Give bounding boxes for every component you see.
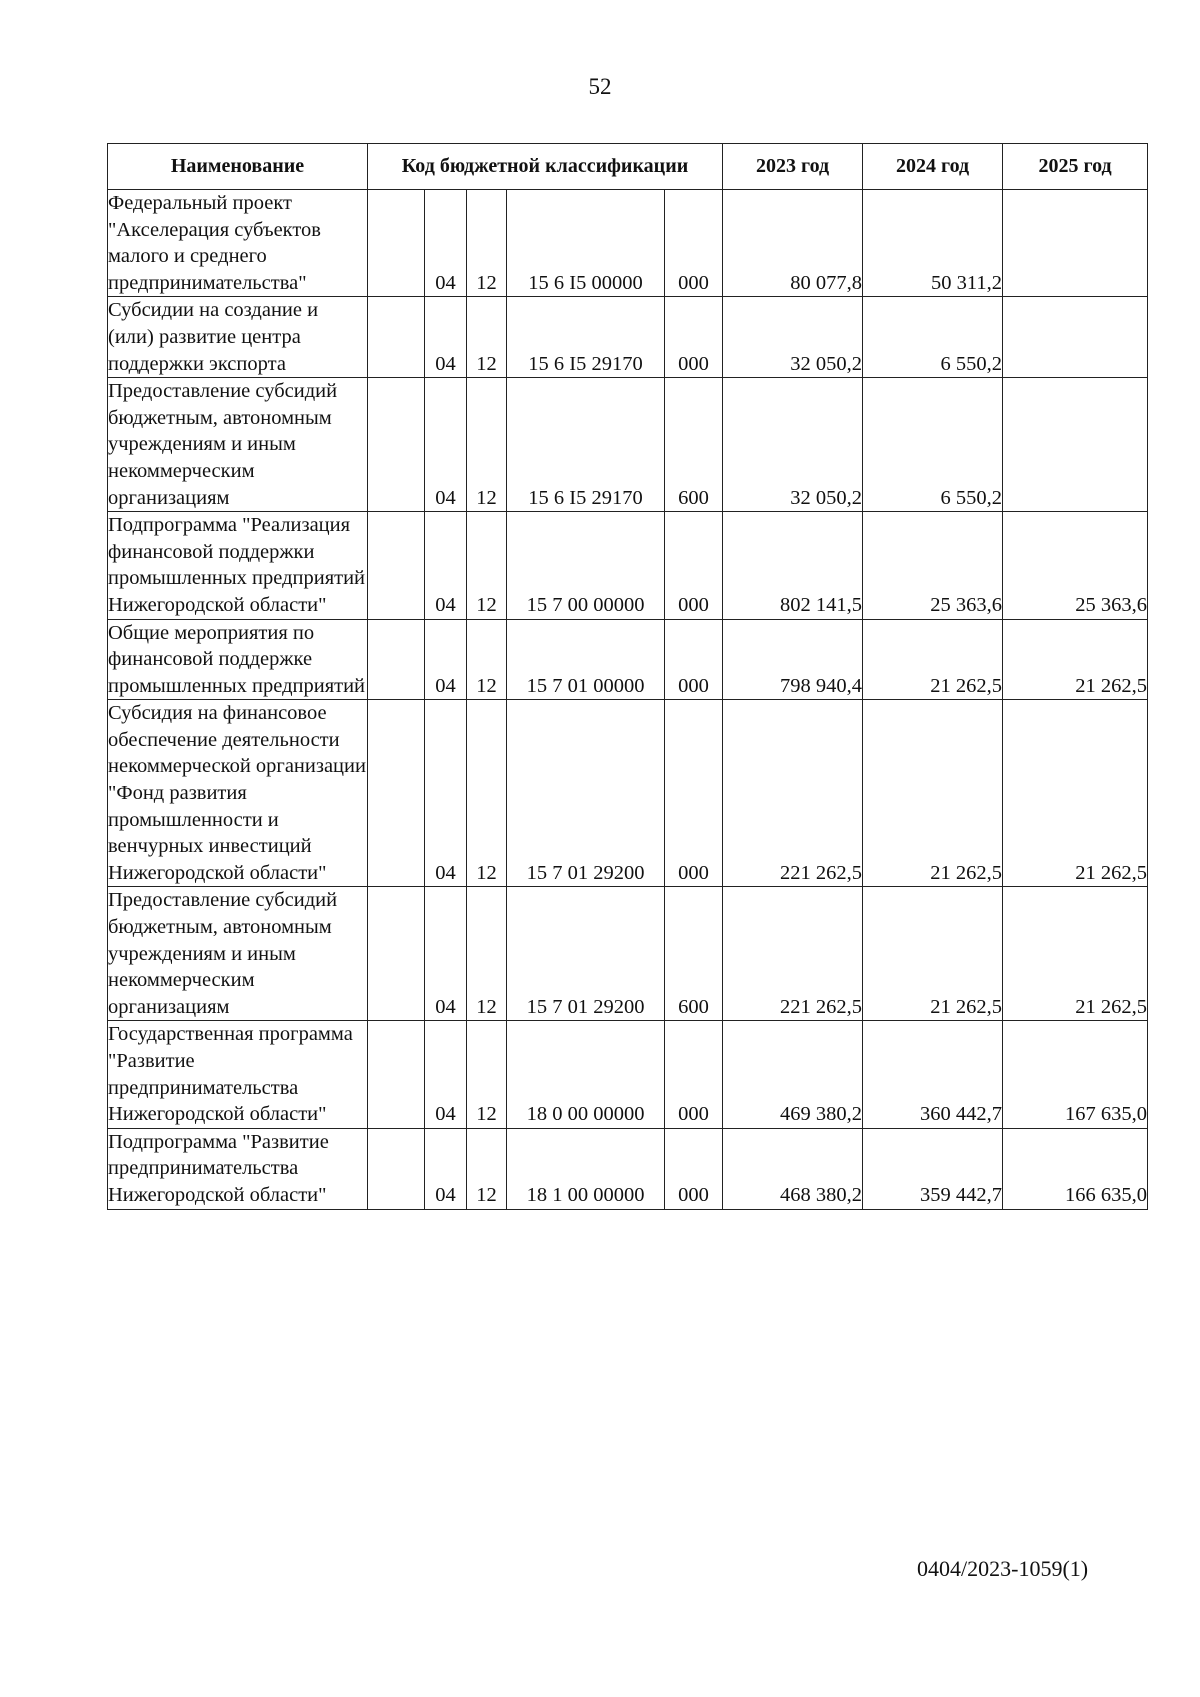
row-target: 18 0 00 00000 xyxy=(507,1021,665,1128)
row-subsection: 12 xyxy=(467,512,507,619)
row-section: 04 xyxy=(425,190,467,297)
row-blank-cell xyxy=(368,700,425,887)
row-subsection: 12 xyxy=(467,1021,507,1128)
table-row xyxy=(108,1021,1148,1128)
page-number: 52 xyxy=(588,74,612,99)
row-2023: 221 262,5 xyxy=(723,700,863,887)
row-section: 04 xyxy=(425,378,467,512)
row-blank-cell xyxy=(368,297,425,378)
row-2023: 80 077,8 xyxy=(723,190,863,297)
row-blank-cell xyxy=(368,619,425,700)
header-code: Код бюджетной классификации xyxy=(368,144,723,190)
row-type: 000 xyxy=(665,512,723,619)
row-2023: 32 050,2 xyxy=(723,297,863,378)
row-section: 04 xyxy=(425,512,467,619)
table-header-row xyxy=(108,144,1148,190)
row-type: 000 xyxy=(665,619,723,700)
row-name: Субсидия на финансовое обеспечение деятельности некоммерческой организации "Фонд развития промышленности и венчурных инвестиций Нижегородской области" xyxy=(108,700,368,887)
row-name: Федеральный проект "Акселерация субъектов малого и среднего предпринимательства" xyxy=(108,190,368,297)
row-blank-cell xyxy=(368,1128,425,1209)
row-section: 04 xyxy=(425,297,467,378)
row-2025: 21 262,5 xyxy=(1003,619,1148,700)
row-2023: 469 380,2 xyxy=(723,1021,863,1128)
budget-table xyxy=(107,143,1148,1210)
row-2025: 166 635,0 xyxy=(1003,1128,1148,1209)
row-subsection: 12 xyxy=(467,700,507,887)
row-blank-cell xyxy=(368,887,425,1021)
row-2025: 21 262,5 xyxy=(1003,700,1148,887)
row-subsection: 12 xyxy=(467,297,507,378)
row-2024: 360 442,7 xyxy=(863,1021,1003,1128)
row-name: Предоставление субсидий бюджетным, автономным учреждениям и иным некоммерческим организациям xyxy=(108,378,368,512)
row-target: 15 6 I5 29170 xyxy=(507,378,665,512)
row-target: 15 6 I5 00000 xyxy=(507,190,665,297)
row-type: 000 xyxy=(665,297,723,378)
row-type: 000 xyxy=(665,700,723,887)
row-name: Подпрограмма "Реализация финансовой поддержки промышленных предприятий Нижегородской области" xyxy=(108,512,368,619)
row-blank-cell xyxy=(368,378,425,512)
row-section: 04 xyxy=(425,887,467,1021)
row-2024: 50 311,2 xyxy=(863,190,1003,297)
table-row xyxy=(108,1128,1148,1209)
row-name: Предоставление субсидий бюджетным, автономным учреждениям и иным некоммерческим организациям xyxy=(108,887,368,1021)
row-name: Государственная программа "Развитие предпринимательства Нижегородской области" xyxy=(108,1021,368,1128)
row-target: 15 7 01 29200 xyxy=(507,700,665,887)
row-target: 15 6 I5 29170 xyxy=(507,297,665,378)
row-target: 15 7 00 00000 xyxy=(507,512,665,619)
row-type: 000 xyxy=(665,1128,723,1209)
row-blank-cell xyxy=(368,512,425,619)
row-target: 15 7 01 00000 xyxy=(507,619,665,700)
row-target: 15 7 01 29200 xyxy=(507,887,665,1021)
row-2023: 798 940,4 xyxy=(723,619,863,700)
row-target: 18 1 00 00000 xyxy=(507,1128,665,1209)
row-2024: 21 262,5 xyxy=(863,700,1003,887)
row-blank-cell xyxy=(368,1021,425,1128)
row-section: 04 xyxy=(425,700,467,887)
header-2024: 2024 год xyxy=(863,144,1003,190)
row-name: Подпрограмма "Развитие предпринимательства Нижегородской области" xyxy=(108,1128,368,1209)
row-blank-cell xyxy=(368,190,425,297)
header-name: Наименование xyxy=(108,144,368,190)
row-2025: 21 262,5 xyxy=(1003,887,1148,1021)
row-2024: 25 363,6 xyxy=(863,512,1003,619)
row-type: 600 xyxy=(665,378,723,512)
row-2023: 802 141,5 xyxy=(723,512,863,619)
row-type: 600 xyxy=(665,887,723,1021)
row-subsection: 12 xyxy=(467,378,507,512)
row-type: 000 xyxy=(665,190,723,297)
document-id: 0404/2023-1059(1) xyxy=(917,1556,1089,1581)
row-2024: 21 262,5 xyxy=(863,887,1003,1021)
table-row xyxy=(108,512,1148,619)
row-2025: 167 635,0 xyxy=(1003,1021,1148,1128)
table-row xyxy=(108,378,1148,512)
row-2024: 6 550,2 xyxy=(863,297,1003,378)
row-2025: 25 363,6 xyxy=(1003,512,1148,619)
row-2024: 21 262,5 xyxy=(863,619,1003,700)
row-2024: 359 442,7 xyxy=(863,1128,1003,1209)
row-subsection: 12 xyxy=(467,190,507,297)
table-row xyxy=(108,700,1148,887)
row-subsection: 12 xyxy=(467,887,507,1021)
header-2025: 2025 год xyxy=(1003,144,1148,190)
row-name: Субсидии на создание и (или) развитие центра поддержки экспорта xyxy=(108,297,368,378)
row-subsection: 12 xyxy=(467,1128,507,1209)
row-2025 xyxy=(1003,190,1148,297)
row-2023: 221 262,5 xyxy=(723,887,863,1021)
row-section: 04 xyxy=(425,619,467,700)
table-row xyxy=(108,619,1148,700)
row-2023: 468 380,2 xyxy=(723,1128,863,1209)
table-row xyxy=(108,887,1148,1021)
row-name: Общие мероприятия по финансовой поддержке промышленных предприятий xyxy=(108,619,368,700)
row-2025 xyxy=(1003,297,1148,378)
row-2025 xyxy=(1003,378,1148,512)
table-row xyxy=(108,297,1148,378)
row-type: 000 xyxy=(665,1021,723,1128)
row-subsection: 12 xyxy=(467,619,507,700)
header-2023: 2023 год xyxy=(723,144,863,190)
row-section: 04 xyxy=(425,1128,467,1209)
row-section: 04 xyxy=(425,1021,467,1128)
row-2024: 6 550,2 xyxy=(863,378,1003,512)
table-row xyxy=(108,190,1148,297)
row-2023: 32 050,2 xyxy=(723,378,863,512)
